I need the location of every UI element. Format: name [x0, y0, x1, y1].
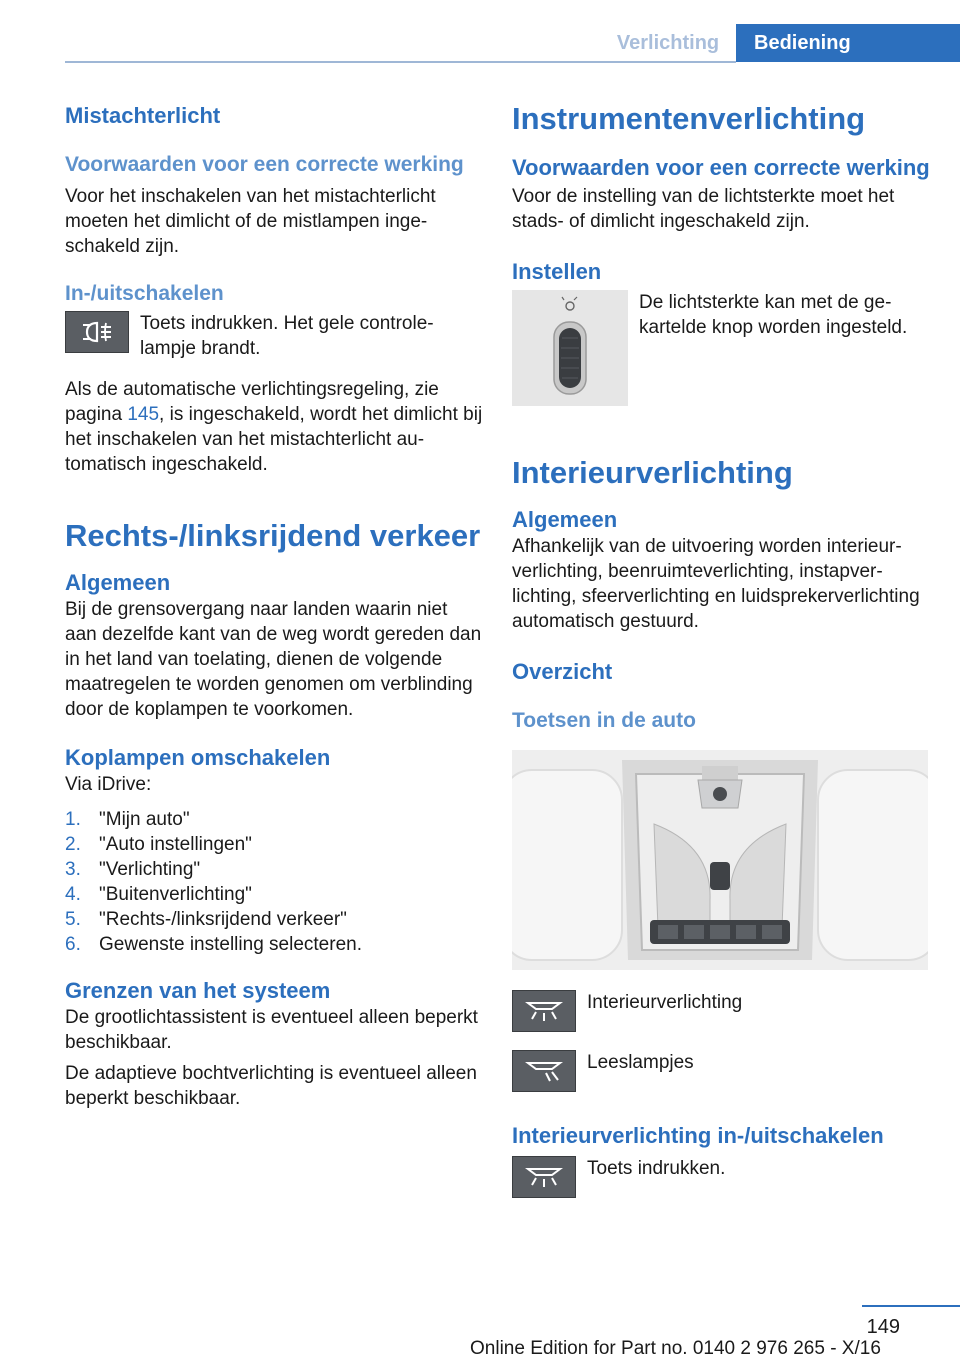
instrument-title: Instrumentenverlichting	[512, 101, 866, 136]
instrument-cond-title: Voorwaarden voor een correcte werking	[512, 155, 930, 180]
interior-overview-title: Overzicht	[512, 659, 613, 684]
mist-auto-text: Als de automatische verlichtingsregeling, zie pagina 145, is ingeschakeld, wordt het dimlicht bij het inschakelen van het mistachterlicht automatisch ingeschakeld.	[65, 379, 483, 475]
list-item	[65, 807, 483, 832]
idrive-steps	[65, 807, 483, 957]
list-item	[65, 932, 483, 957]
right-column	[512, 100, 932, 1198]
interior-onoff-text: Toets indrukken.	[587, 1158, 726, 1179]
list-item-text: "Rechts-/linksrijdend verkeer"	[99, 909, 347, 930]
interior-general-title: Algemeen	[512, 507, 618, 532]
left-column	[65, 100, 483, 1111]
interior-title: Interieurverlichting	[512, 455, 793, 490]
instrument-set-text: De lichtsterkte kan met de gekartelde knop worden ingesteld.	[639, 292, 908, 338]
traffic-general-text: Bij de grensovergang naar landen waarin niet aan dezelfde kant van de weg wordt gereden dan in het land van toelating, dienen de volgende maatregelen te worden genomen om verblinding door de koplampen te voorkomen.	[65, 599, 482, 720]
list-item-text: "Verlichting"	[99, 859, 201, 880]
list-item-number: 4.	[65, 884, 81, 905]
mist-onoff-text: Toets indrukken. Het gele controlelampje brandt.	[140, 313, 434, 359]
dimmer-knob-image	[512, 290, 628, 406]
interior-onoff-row	[512, 1156, 932, 1198]
traffic-via: Via iDrive:	[65, 774, 152, 795]
list-item-number: 5.	[65, 909, 81, 930]
list-item-text: Gewenste instelling selecteren.	[99, 934, 362, 955]
list-item	[65, 907, 483, 932]
mist-title: Mistachterlicht	[65, 103, 221, 128]
interior-light-icon	[512, 990, 576, 1032]
traffic-general-title: Algemeen	[65, 570, 171, 595]
traffic-title: Rechts-/linksrijdend verkeer	[65, 518, 481, 553]
list-item-text: "Buitenverlichting"	[99, 884, 252, 905]
limits-text-1: De grootlichtassistent is eventueel alleen beperkt beschikbaar.	[65, 1007, 478, 1053]
list-item	[65, 882, 483, 907]
interior-onoff-title: Interieurverlichting in-/uitschakelen	[512, 1123, 884, 1148]
footer-rule	[862, 1305, 960, 1307]
traffic-switch-title: Koplampen omschakelen	[65, 745, 331, 770]
list-item-number: 2.	[65, 834, 81, 855]
mist-cond-title: Voorwaarden voor een correcte werking	[65, 153, 464, 176]
knob-row	[512, 290, 932, 406]
list-item-text: "Auto instellingen"	[99, 834, 252, 855]
list-item-text: "Mijn auto"	[99, 809, 190, 830]
reading-light-icon	[512, 1050, 576, 1092]
limits-title: Grenzen van het systeem	[65, 978, 331, 1003]
btn-interior-label: Interieurverlichting	[587, 992, 743, 1013]
instrument-set-title: Instellen	[512, 259, 602, 284]
page-link-145[interactable]: 145	[127, 404, 160, 425]
rear-fog-light-icon	[65, 311, 129, 353]
list-item-number: 3.	[65, 859, 81, 880]
limits-text-2: De adaptieve bochtverlichting is eventueel alleen beperkt beschikbaar.	[65, 1063, 477, 1109]
interior-light-onoff-icon	[512, 1156, 576, 1198]
btn-reading-label: Leeslampjes	[587, 1052, 694, 1073]
mist-onoff-title: In-/uitschakelen	[65, 282, 224, 305]
footer-edition: Online Edition for Part no. 0140 2 976 265 - X/16	[470, 1338, 881, 1359]
list-item	[65, 857, 483, 882]
list-item-number: 1.	[65, 809, 81, 830]
interior-general-text: Afhankelijk van de uitvoering worden interieurverlichting, beenruimteverlichting, instapverlichting, sfeerverlichting en luidsprekerverlichting automatisch gestuurd.	[512, 536, 920, 632]
reading-light-row	[512, 1050, 932, 1092]
tab-verlichting[interactable]: Verlichting	[616, 32, 720, 54]
list-item-number: 6.	[65, 934, 81, 955]
page-number: 149	[866, 1316, 900, 1338]
interior-buttons-title: Toetsen in de auto	[512, 709, 696, 732]
roof-console-image	[512, 750, 928, 970]
interior-light-row	[512, 990, 932, 1032]
instrument-cond-text: Voor de instelling van de lichtsterkte moet het stads- of dimlicht ingeschakeld zijn.	[512, 186, 895, 232]
mist-button-row	[65, 311, 483, 361]
mist-cond-text: Voor het inschakelen van het mistachterlicht moeten het dimlicht of de mistlampen ingeschakeld zijn.	[65, 186, 436, 257]
list-item	[65, 832, 483, 857]
tab-bediening[interactable]: Bediening	[736, 24, 960, 62]
